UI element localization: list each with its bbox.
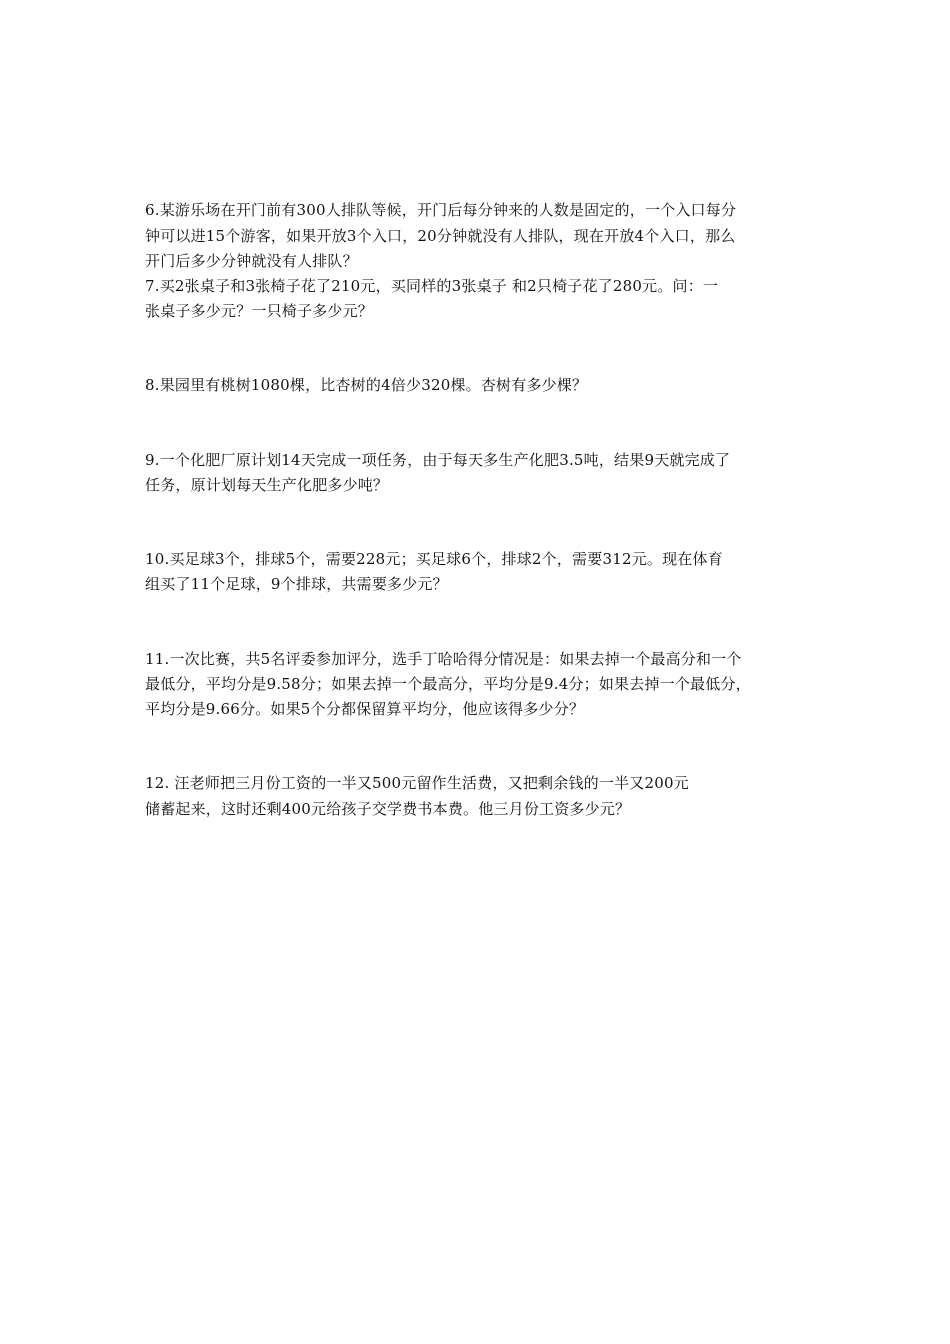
question-7-line-2: 张桌子多少元？一只椅子多少元？: [145, 302, 374, 320]
question-8-line-1: 8.果园里有桃树1080棵，比杏树的4倍少320棵。杏树有多少棵？: [145, 376, 588, 394]
question-10-line-2: 组买了11个足球，9个排球，共需要多少元？: [145, 575, 448, 593]
question-6-line-2: 钟可以进15个游客，如果开放3个入口，20分钟就没有人排队，现在开放4个入口，那么: [145, 227, 736, 245]
question-12-line-1: 12. 汪老师把三月份工资的一半又500元留作生活费，又把剩余钱的一半又200元: [145, 774, 689, 792]
question-10-line-1: 10.买足球3个，排球5个，需要228元；买足球6个，排球2个，需要312元。现在体育: [145, 550, 723, 568]
question-9-line-1: 9.一个化肥厂原计划14天完成一项任务，由于每天多生产化肥3.5吨，结果9天就完成了: [145, 451, 731, 469]
question-7-line-1: 7.买2张桌子和3张椅子花了210元，买同样的3张桌子 和2只椅子花了280元。问：一: [145, 277, 719, 295]
question-9-line-2: 任务，原计划每天生产化肥多少吨？: [145, 476, 389, 494]
question-12-line-2: 储蓄起来，这时还剩400元给孩子交学费书本费。他三月份工资多少元？: [145, 800, 631, 818]
question-6-line-3: 开门后多少分钟就没有人排队？: [145, 252, 358, 270]
question-11-line-1: 11.一次比赛，共5名评委参加评分，选手丁哈哈得分情况是：如果去掉一个最高分和一个: [145, 650, 742, 668]
question-11-line-3: 平均分是9.66分。如果5个分都保留算平均分，他应该得多少分？: [145, 700, 585, 718]
question-6-line-1: 6.某游乐场在开门前有300人排队等候，开门后每分钟来的人数是固定的，一个入口每分: [145, 201, 737, 219]
question-11-line-2: 最低分，平均分是9.58分；如果去掉一个最高分，平均分是9.4分；如果去掉一个最低分，: [145, 675, 751, 693]
